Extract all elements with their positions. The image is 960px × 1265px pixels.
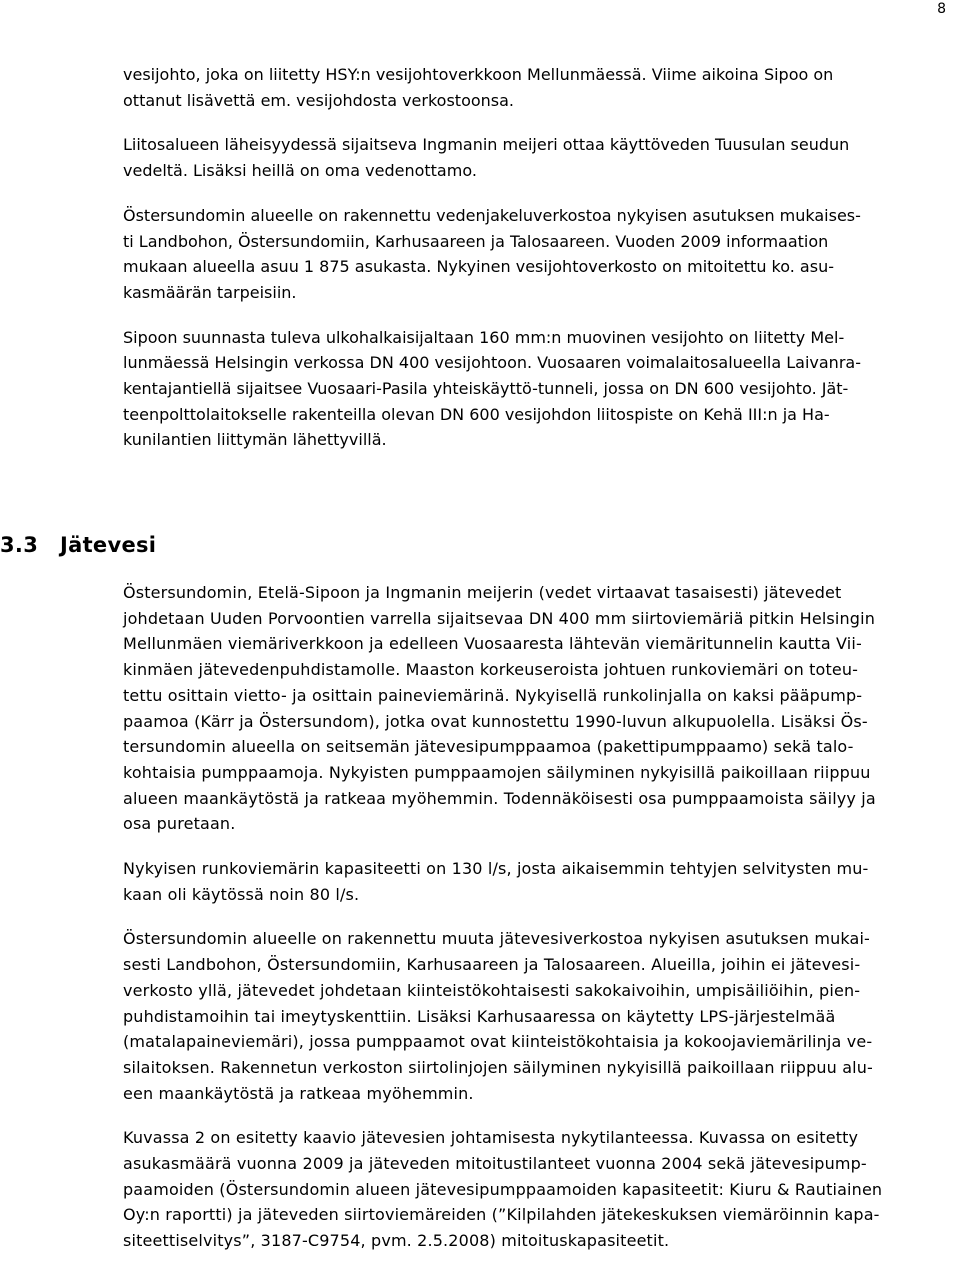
section-heading	[0, 532, 156, 558]
page-number: 8	[937, 1, 946, 17]
section-title: Jätevesi	[60, 533, 157, 557]
paragraph-wastewater-network: Östersundomin alueelle on rakennettu muuta jätevesiverkostoa nykyisen asutuksen mukai- sesti Landbohon, Östersundomiin, Karhusaareen ja Talosaareen. Alueilla, joihin ei jätevesi- verkosto yllä, jätevedet johdetaan kiinteistökohtaisesti sakokaivoihin, umpisäiliöihin, pien- puhdistamoihin tai imeytyskenttiin. Lisäksi Karhusaaressa on käytetty LPS-järjestelmää (matalapaineviemäri), jossa pumppaamot ovat kiinteistökohtaisia ja kokoojaviemärilinja ve- silaitoksen. Rakennetun verkoston siirtolinjojen säilyminen nykyisillä paikoillaan riippuu alu- een maankäytöstä ja ratkeaa myöhemmin.	[123, 929, 873, 1103]
section-number: 3.3	[0, 533, 39, 557]
paragraph-ingman-dairy: Liitosalueen läheisyydessä sijaitseva Ingmanin meijeri ottaa käyttöveden Tuusulan seudun vedeltä. Lisäksi heillä on oma vedenottamo.	[123, 135, 850, 181]
lower-text-block	[123, 580, 958, 1254]
paragraph-water-network: Östersundomin alueelle on rakennettu vedenjakeluverkostoa nykyisen asutuksen mukaises- ti Landbohon, Östersundomiin, Karhusaareen ja Talosaareen. Vuoden 2009 informaation mukaan alueella asuu 1 875 asukasta. Nykyinen vesijohtoverkosto on mitoitettu ko. asu- kasmäärän tarpeisiin.	[123, 205, 861, 302]
paragraph-figure-reference: Kuvassa 2 on esitetty kaavio jätevesien johtamisesta nykytilanteessa. Kuvassa on esitetty asukasmäärä vuonna 2009 ja jäteveden mitoitustilanteet vuonna 2004 sekä jätevesipump- paamoiden (Östersundomin alueen jätevesipumppaamoiden kapasiteetit: Kiuru & Rautiainen Oy:n raportti) ja jäteveden siirtoviemäreiden (”Kilpilahden jätekeskuksen viemäröinnin kapa- siteettiselvitys”, 3187-C9754, pvm. 2.5.2008) mitoituskapasiteetit.	[123, 1128, 883, 1251]
paragraph-sewer-capacity: Nykyisen runkoviemärin kapasiteetti on 130 l/s, josta aikaisemmin tehtyjen selvitysten mu- kaan oli käytössä noin 80 l/s.	[123, 859, 869, 904]
upper-text-block	[123, 62, 958, 453]
paragraph-water-pipe-sipoo: vesijohto, joka on liitetty HSY:n vesijohtoverkkoon Mellunmäessä. Viime aikoina Sipoo on ottanut lisävettä em. vesijohdosta verkostoonsa.	[123, 65, 834, 110]
paragraph-sipoo-pipeline: Sipoon suunnasta tuleva ulkohalkaisijaltaan 160 mm:n muovinen vesijohto on liitetty Mel- lunmäessä Helsingin verkossa DN 400 vesijohtoon. Vuosaaren voimalaitosalueella Laivanra- kentajantiellä sijaitsee Vuosaari-Pasila yhteiskäyttö-tunneli, jossa on DN 600 vesijohto. Jät- teenpolttolaitokselle rakenteilla olevan DN 600 vesijohdon liitospiste on Kehä III:n ja Ha- kunilantien liittymän lähettyvillä.	[123, 327, 861, 450]
paragraph-wastewater-routing: Östersundomin, Etelä-Sipoon ja Ingmanin meijerin (vedet virtaavat tasaisesti) jätevedet johdetaan Uuden Porvoontien varrella sijaitsevaa DN 400 mm siirtoviemäriä pitkin Helsingin Mellunmäen viemäriverkkoon ja edelleen Vuosaaresta lähtevän viemäritunnelin kautta Vii- kinmäen jätevedenpuhdistamolle. Maaston korkeuseroista johtuen runkoviemäri on toteu- tettu osittain vietto- ja osittain paineviemärinä. Nykyisellä runkolinjalla on kaksi pääpump- paamoa (Kärr ja Östersundom), jotka ovat kunnostettu 1990-luvun alkupuolella. Lisäksi Ös- tersundomin alueella on seitsemän jätevesipumppaamoa (pakettipumppaamo) sekä talo- kohtaisia pumppaamoja. Nykyisten pumppaamojen säilyminen nykyisillä paikoillaan riippuu alueen maankäytöstä ja ratkeaa myöhemmin. Todennäköisesti osa pumppaamoista säilyy ja osa puretaan.	[123, 583, 876, 834]
